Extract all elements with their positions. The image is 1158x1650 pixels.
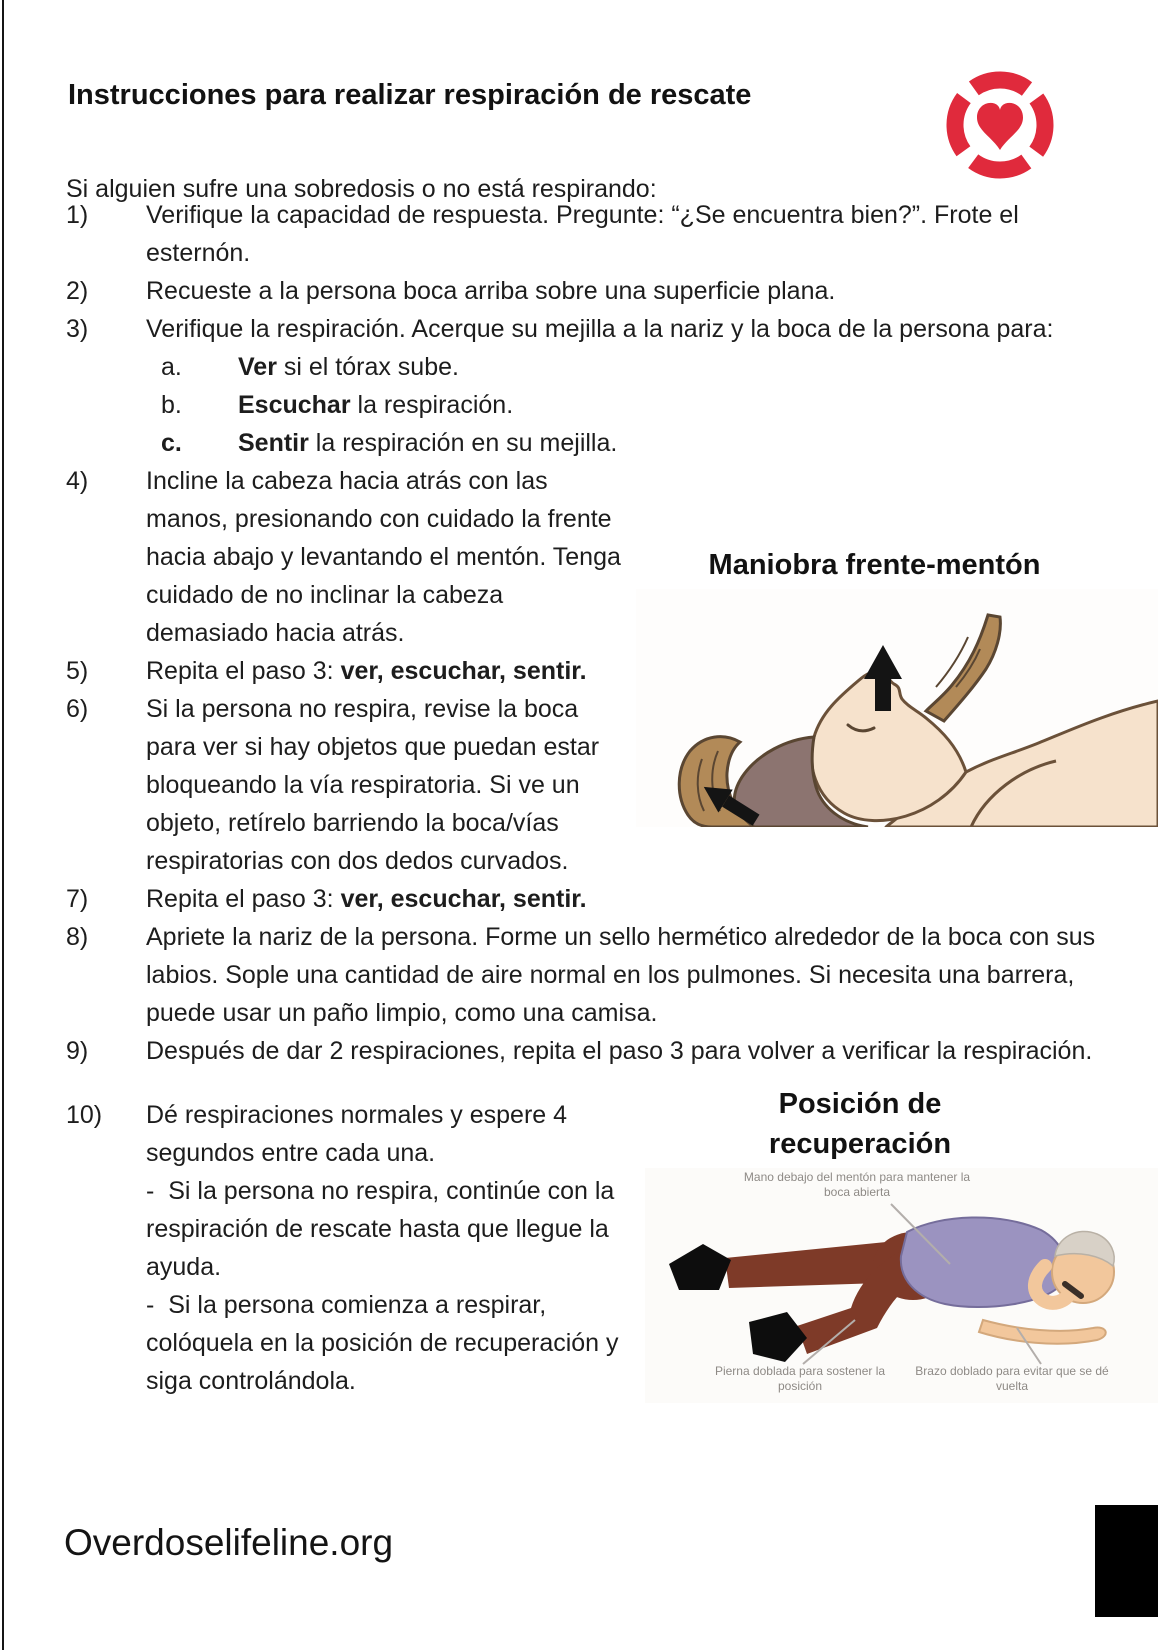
caption-hand-under-chin: Mano debajo del mentón para mantener la boca abierta xyxy=(743,1170,971,1199)
step-7 xyxy=(66,880,1096,918)
step-number: 9) xyxy=(66,1037,89,1065)
step-text: Si la persona no respira, revise la boca para ver si hay objetos que puedan estar bloqueando la vía respiratoria. Si ve un objeto, retírelo barriendo la boca/vías respiratorias con dos dedos curvados. xyxy=(146,695,600,875)
step-text: Recueste a la persona boca arriba sobre una superficie plana. xyxy=(146,277,836,305)
step-text: Dé respiraciones normales y espere 4 segundos entre cada una. xyxy=(146,1101,568,1167)
step-6 xyxy=(66,690,1096,880)
substep-letter: c. xyxy=(161,429,182,457)
step-text: Después de dar 2 respiraciones, repita el paso 3 para volver a verificar la respiración. xyxy=(146,1037,1093,1065)
step-number: 2) xyxy=(66,277,89,305)
substep-keyword: Sentir xyxy=(238,429,309,457)
step-10 xyxy=(66,1096,1096,1400)
step-1 xyxy=(66,196,1096,272)
step-number: 5) xyxy=(66,657,89,685)
step-text-bold: ver, escuchar, sentir. xyxy=(340,657,587,685)
substep-text: la respiración. xyxy=(350,391,514,419)
step-number: 8) xyxy=(66,923,89,951)
step-text: Verifique la respiración. Acerque su mejilla a la nariz y la boca de la persona para: xyxy=(146,315,1054,343)
step-number: 3) xyxy=(66,315,89,343)
caption-bent-leg: Pierna doblada para sostener la posición xyxy=(714,1364,886,1393)
step-4 xyxy=(66,462,1096,652)
step-9 xyxy=(66,1032,1096,1070)
intro-text: Si alguien sufre una sobredosis o no está respirando: xyxy=(66,175,657,203)
step-text: Verifique la capacidad de respuesta. Pregunte: “¿Se encuentra bien?”. Frote el esternón. xyxy=(146,201,1019,267)
substep-b xyxy=(66,386,1096,424)
heart-target-icon xyxy=(941,66,1059,184)
step-number: 7) xyxy=(66,885,89,913)
substep-text: si el tórax sube. xyxy=(276,353,459,381)
step-text: Repita el paso 3: xyxy=(146,657,341,685)
page-corner-black-box xyxy=(1095,1505,1158,1617)
step-8 xyxy=(66,918,1096,1032)
overdose-lifeline-logo xyxy=(941,66,1059,184)
website-url: Overdoselifeline.org xyxy=(64,1522,394,1563)
step-text: Repita el paso 3: xyxy=(146,885,341,913)
step-text: Incline la cabeza hacia atrás con las manos, presionando con cuidado la frente hacia abajo y levantando el mentón. Tenga cuidado de no inclinar la cabeza demasiado hacia atrás. xyxy=(146,467,621,647)
recovery-figure-title: Posición de recuperación xyxy=(768,1088,952,1160)
step-sub-bullet: - Si la persona comienza a respirar, colóquela en la posición de recuperación y siga controlándola. xyxy=(146,1291,626,1395)
caption-bent-arm: Brazo doblado para evitar que se dé vuelta xyxy=(915,1364,1109,1393)
substep-c xyxy=(66,424,1096,462)
step-2 xyxy=(66,272,1096,310)
instruction-list xyxy=(66,196,1109,1403)
page-title: Instrucciones para realizar respiración de rescate xyxy=(68,79,752,112)
step-number: 6) xyxy=(66,695,89,723)
substep-a xyxy=(66,348,1096,386)
substep-letter: a. xyxy=(161,353,182,381)
head-tilt-figure-title: Maniobra frente-mentón xyxy=(708,549,1041,581)
heart-icon xyxy=(977,103,1023,150)
substep-keyword: Escuchar xyxy=(238,391,351,419)
substep-text: la respiración en su mejilla. xyxy=(308,429,618,457)
step-number: 4) xyxy=(66,467,89,495)
step-sub-bullet: - Si la persona no respira, continúe con la respiración de rescate hasta que llegue la ayuda. xyxy=(146,1177,622,1281)
step-5 xyxy=(66,652,1096,690)
step-text: Apriete la nariz de la persona. Forme un sello hermético alrededor de la boca con sus labios. Sople una cantidad de aire normal en los pulmones. Si necesita una barrera, puede usar un paño limpio, como una camisa. xyxy=(146,923,1096,1027)
step-number: 10) xyxy=(66,1101,103,1129)
substep-keyword: Ver xyxy=(238,353,277,381)
page-left-rule xyxy=(2,0,4,1650)
step-number: 1) xyxy=(66,201,89,229)
step-text-bold: ver, escuchar, sentir. xyxy=(340,885,587,913)
step-3 xyxy=(66,310,1096,348)
substep-letter: b. xyxy=(161,391,182,419)
